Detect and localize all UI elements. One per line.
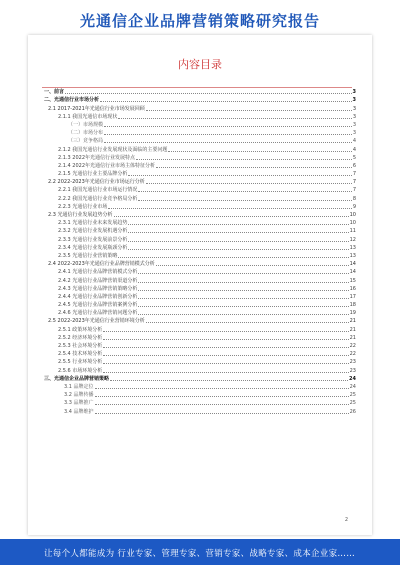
toc-entry[interactable] — [44, 308, 356, 316]
toc-leader-dots — [104, 125, 352, 127]
toc-leader-dots — [65, 92, 352, 94]
toc-entry-title: 2.3.4 光通信行业发展瓶颈分析 — [58, 244, 128, 251]
toc-entry-page: 18 — [349, 302, 356, 309]
toc-entry[interactable] — [44, 193, 356, 201]
toc-entry-page: 4 — [352, 146, 356, 153]
toc-entry[interactable] — [44, 267, 356, 275]
toc-leader-dots — [136, 158, 352, 160]
document-page — [28, 35, 372, 535]
toc-entry[interactable] — [44, 374, 356, 382]
toc-list — [44, 87, 356, 415]
toc-entry-page: 11 — [349, 228, 356, 235]
toc-entry-title: 2.3.1 光通信行业未来发展趋势 — [58, 220, 128, 227]
toc-entry[interactable] — [44, 324, 356, 332]
toc-entry-page: 3 — [352, 97, 356, 104]
toc-entry-title: 2.1.5 光通信行业主要品牌分析 — [58, 171, 128, 178]
toc-entry-page: 14 — [349, 261, 356, 268]
toc-entry-title: 三、光通信企业品牌营销策略 — [44, 375, 110, 382]
toc-leader-dots — [138, 272, 348, 274]
toc-entry-page: 10 — [349, 220, 356, 227]
toc-entry-page: 14 — [349, 269, 356, 276]
toc-entry[interactable] — [44, 341, 356, 349]
toc-entry[interactable] — [44, 390, 356, 398]
toc-entry-title: 2.5.3 社会环境分析 — [58, 343, 103, 349]
toc-entry[interactable] — [44, 234, 356, 242]
toc-entry-page: 4 — [352, 138, 356, 145]
toc-entry-page: 6 — [352, 162, 356, 169]
toc-leader-dots — [128, 248, 348, 250]
toc-entry-page: 7 — [352, 187, 356, 194]
toc-entry-title: 2.4.4 光通信行业品牌营销创新分析 — [58, 293, 138, 300]
toc-entry-page: 10 — [349, 212, 356, 218]
toc-entry[interactable] — [44, 275, 356, 283]
toc-entry[interactable] — [44, 292, 356, 300]
toc-leader-dots — [128, 174, 351, 176]
toc-entry[interactable] — [44, 218, 356, 226]
toc-heading: 内容目录 — [178, 58, 222, 71]
toc-entry-title: （三）竞争格局 — [68, 138, 104, 145]
toc-entry-title: 2.5.1 政策环境分析 — [58, 326, 103, 333]
toc-entry-title: 2.1.4 2022年光通信行业市场主体特征分析 — [58, 162, 156, 169]
toc-entry-title: 2.2.1 我国光通信行业市场运行情况 — [58, 187, 138, 194]
toc-entry[interactable] — [44, 87, 356, 95]
toc-entry[interactable] — [44, 406, 356, 414]
toc-entry-title: 3.3 品牌推广 — [64, 400, 94, 407]
toc-entry[interactable] — [44, 95, 356, 103]
toc-entry-title: 2.5.4 技术环境分析 — [58, 351, 103, 358]
footer-banner — [0, 539, 400, 565]
toc-entry-title: 2.4.3 光通信行业品牌营销策略分析 — [58, 285, 138, 292]
toc-entry[interactable] — [44, 144, 356, 152]
toc-entry[interactable] — [44, 153, 356, 161]
toc-entry-title: 2.5 2022-2023年光通信行业营销环境分析 — [48, 318, 145, 325]
toc-entry[interactable] — [44, 210, 356, 218]
toc-entry-page: 17 — [349, 293, 356, 300]
toc-entry-title: 二、光通信行业市场分析 — [44, 97, 100, 104]
toc-leader-dots — [95, 412, 349, 414]
toc-leader-dots — [128, 231, 348, 233]
toc-leader-dots — [138, 289, 348, 291]
toc-leader-dots — [103, 371, 348, 373]
toc-entry[interactable] — [44, 365, 356, 373]
toc-entry-page: 13 — [349, 244, 356, 251]
toc-leader-dots — [103, 330, 348, 332]
toc-entry-page: 21 — [349, 318, 356, 325]
toc-entry-page: 25 — [349, 392, 356, 399]
toc-entry-title: 2.1.2 我国光通信行业发展现状及面临的主要问题 — [58, 146, 168, 153]
toc-entry-page: 21 — [349, 334, 356, 341]
toc-entry-title: 2.1.3 2022年光通信行业发展特点 — [58, 154, 136, 161]
toc-entry-title: 2.1 2017-2021年光通信行业市场发展回顾 — [48, 105, 145, 112]
toc-entry-page: 3 — [352, 105, 356, 112]
toc-entry-page: 9 — [352, 203, 356, 210]
toc-leader-dots — [156, 264, 349, 266]
toc-entry-title: 2.5.6 市场环境分析 — [58, 367, 103, 374]
toc-entry[interactable] — [44, 120, 356, 128]
toc-entry-title: 一、前言 — [44, 89, 65, 96]
toc-leader-dots — [104, 133, 352, 135]
toc-entry[interactable] — [44, 128, 356, 136]
toc-leader-dots — [138, 297, 348, 299]
toc-entry-title: 3.4 品牌维护 — [64, 408, 94, 415]
toc-entry-title: 2.3.5 光通信行业营销策略 — [58, 252, 118, 259]
toc-leader-dots — [138, 281, 348, 283]
toc-leader-dots — [95, 403, 349, 405]
toc-entry-page: 13 — [349, 252, 356, 259]
toc-entry-title: 2.5.5 行业环境分析 — [58, 359, 103, 366]
toc-entry[interactable] — [44, 202, 356, 210]
toc-entry-page: 25 — [349, 400, 356, 407]
toc-entry[interactable] — [44, 300, 356, 308]
toc-leader-dots — [103, 362, 348, 364]
toc-entry-page: 22 — [349, 343, 356, 349]
toc-entry[interactable] — [44, 382, 356, 390]
toc-leader-dots — [168, 150, 351, 152]
toc-entry-title: 2.4.2 光通信行业品牌营销渠道分析 — [58, 277, 138, 284]
toc-entry-page: 19 — [349, 310, 356, 317]
toc-leader-dots — [138, 190, 351, 192]
toc-leader-dots — [95, 387, 349, 389]
toc-entry[interactable] — [44, 103, 356, 111]
toc-entry[interactable] — [44, 333, 356, 341]
toc-entry-title: （二）市场分布 — [68, 130, 104, 137]
toc-entry[interactable] — [44, 177, 356, 185]
toc-entry-page: 3 — [352, 121, 356, 128]
toc-leader-dots — [118, 256, 348, 258]
toc-entry[interactable] — [44, 226, 356, 234]
footer-slogan: 让每个人都能成为 行业专家、管理专家、营销专家、战略专家、成本企业家…… — [44, 549, 356, 559]
toc-leader-dots — [128, 240, 348, 242]
toc-entry[interactable] — [44, 357, 356, 365]
toc-entry-title: 2.2 2022-2023年光通信行业市场运行分析 — [48, 179, 145, 186]
toc-leader-dots — [95, 395, 349, 397]
toc-entry-title: 2.4.5 光通信行业品牌营销案例分析 — [58, 302, 138, 309]
toc-entry-page: 3 — [352, 130, 356, 137]
toc-leader-dots — [146, 182, 352, 184]
toc-leader-dots — [138, 199, 351, 201]
toc-entry-title: 3.2 品牌传播 — [64, 392, 94, 399]
toc-leader-dots — [138, 305, 348, 307]
toc-entry-page: 26 — [349, 408, 356, 415]
toc-leader-dots — [146, 321, 349, 323]
toc-entry[interactable] — [44, 112, 356, 120]
toc-entry-page: 15 — [349, 277, 356, 284]
page-number: 2 — [344, 517, 348, 523]
toc-entry-page: 16 — [349, 285, 356, 292]
toc-entry[interactable] — [44, 398, 356, 406]
toc-entry-page: 22 — [349, 351, 356, 358]
toc-entry[interactable] — [44, 169, 356, 177]
toc-entry-title: 2.2.2 我国光通信行业竞争格局分析 — [58, 195, 138, 202]
report-title: 光通信企业品牌营销策略研究报告 — [79, 12, 320, 30]
toc-entry-page: 24 — [349, 383, 356, 390]
toc-entry-page: 5 — [352, 154, 356, 161]
toc-leader-dots — [114, 215, 349, 217]
toc-entry-title: 2.3.2 光通信行业发展机遇分析 — [58, 228, 128, 235]
toc-leader-dots — [103, 338, 348, 340]
toc-entry-title: 2.3.3 光通信行业发展前景分析 — [58, 236, 128, 243]
toc-entry-title: 2.3 光通信行业发展趋势分析 — [48, 212, 113, 218]
toc-entry-title: 2.4.1 光通信行业品牌营销模式分析 — [58, 269, 138, 276]
toc-entry-page: 12 — [349, 236, 356, 243]
toc-entry-title: 3.1 品牌定位 — [64, 383, 94, 390]
toc-entry[interactable] — [44, 349, 356, 357]
toc-entry[interactable] — [44, 259, 356, 267]
toc-entry-title: 2.4 2022-2023年光通信行业品牌营销模式分析 — [48, 261, 155, 268]
toc-entry-page: 7 — [352, 179, 356, 186]
toc-leader-dots — [138, 313, 348, 315]
toc-leader-dots — [100, 100, 352, 102]
toc-entry-page: 21 — [349, 326, 356, 333]
toc-leader-dots — [108, 207, 352, 209]
toc-entry-title: 2.1.1 我国光通信市场现状 — [58, 113, 118, 120]
toc-entry-title: （一）市场规模 — [68, 121, 104, 128]
toc-leader-dots — [118, 117, 351, 119]
toc-leader-dots — [156, 166, 352, 168]
toc-leader-dots — [104, 141, 352, 143]
toc-leader-dots — [103, 354, 348, 356]
toc-entry-page: 7 — [352, 171, 356, 178]
toc-entry[interactable] — [44, 251, 356, 259]
toc-entry-title: 2.5.2 经济环境分析 — [58, 334, 103, 341]
toc-entry-page: 23 — [349, 367, 356, 374]
toc-entry-title: 2.2.3 光通信行业市场 — [58, 203, 108, 210]
toc-entry-page: 3 — [352, 89, 356, 96]
toc-entry-page: 3 — [352, 113, 356, 120]
toc-leader-dots — [146, 109, 352, 111]
toc-entry-page: 24 — [349, 375, 356, 382]
toc-leader-dots — [110, 379, 348, 381]
toc-entry[interactable] — [44, 284, 356, 292]
toc-leader-dots — [103, 346, 348, 348]
toc-entry-page: 23 — [349, 359, 356, 366]
toc-leader-dots — [128, 223, 348, 225]
toc-entry[interactable] — [44, 243, 356, 251]
toc-entry[interactable] — [44, 185, 356, 193]
toc-entry[interactable] — [44, 136, 356, 144]
toc-entry[interactable] — [44, 161, 356, 169]
toc-entry[interactable] — [44, 316, 356, 324]
toc-entry-title: 2.4.6 光通信行业品牌营销问题分析 — [58, 310, 138, 317]
toc-entry-page: 8 — [352, 195, 356, 202]
